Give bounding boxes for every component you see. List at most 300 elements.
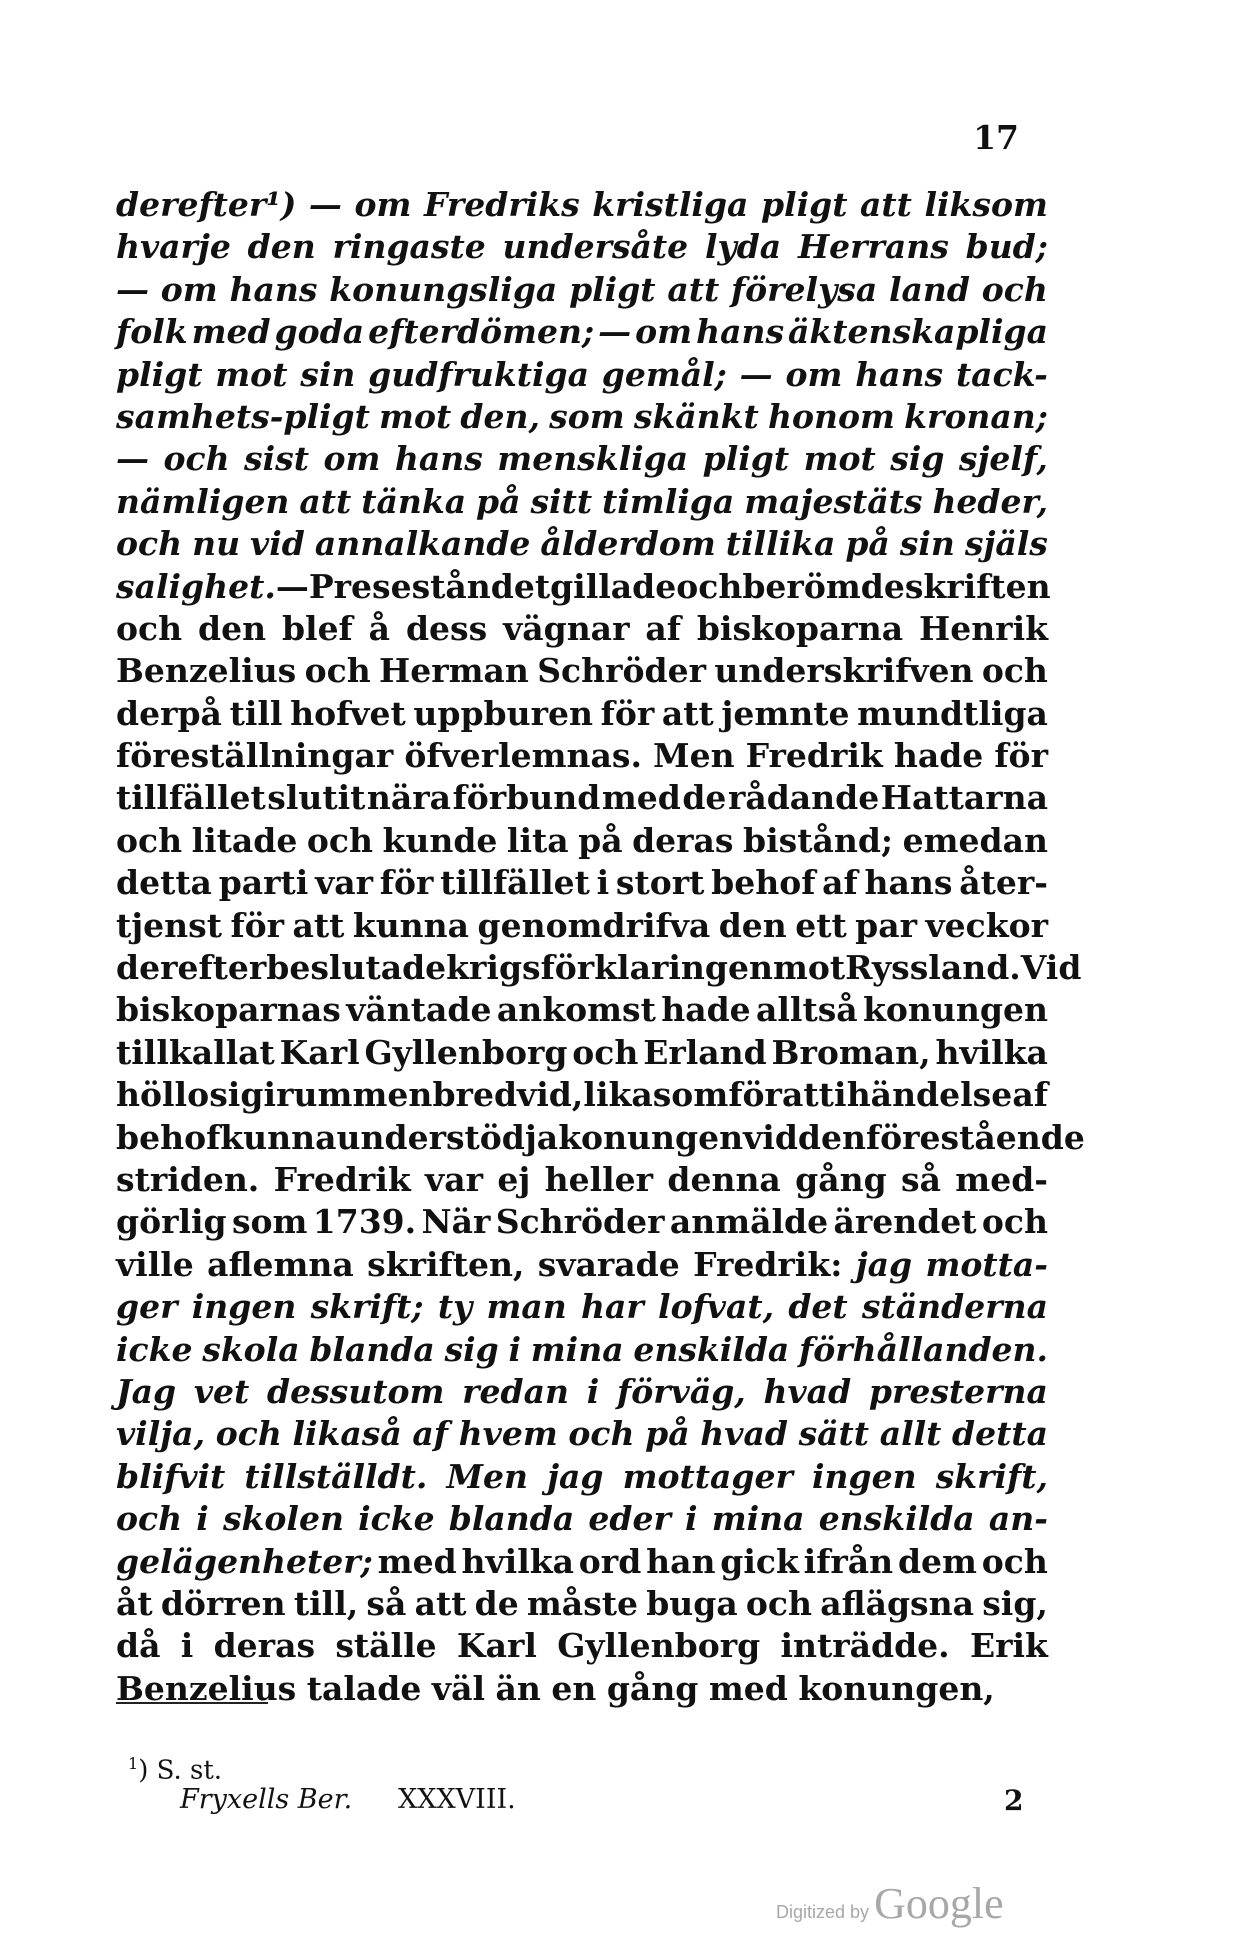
text-word: buga [646, 1583, 738, 1623]
text-word: nära [366, 778, 452, 818]
text-word: samhets-pligt [116, 396, 370, 436]
text-word: lyda [704, 227, 782, 267]
text-word: ett [795, 905, 847, 945]
text-word: Schröder [537, 651, 706, 691]
text-word: af [645, 608, 681, 648]
text-word: och [304, 651, 371, 691]
watermark-brand: Google [874, 1879, 1004, 1928]
text-word: i [684, 1499, 698, 1539]
text-word: litade [191, 820, 298, 860]
text-word: tack- [955, 354, 1048, 394]
text-word: sin [300, 354, 356, 394]
text-word: sist [244, 439, 309, 479]
text-word: Herman [379, 651, 529, 691]
text-word: tjenst [116, 905, 222, 945]
text-word: vet [193, 1371, 250, 1411]
text-word: af [822, 863, 858, 903]
text-word: inträdde. [780, 1626, 950, 1666]
text-word: dem [897, 1541, 977, 1581]
text-word: hvad [700, 1414, 788, 1454]
text-word: äktenskapliga [788, 312, 1048, 352]
footnote-marker: 1 [128, 1754, 139, 1773]
text-word: menskliga [497, 439, 689, 479]
text-word: ständerna [861, 1287, 1048, 1327]
text-word: anmälde [669, 1202, 829, 1242]
text-word: med [708, 1668, 788, 1708]
text-word: rådande [727, 778, 880, 818]
text-word: Benzelius [116, 651, 297, 691]
text-word: undersåte [502, 227, 689, 267]
text-word: ord [578, 1541, 642, 1581]
text-word: sitt [530, 481, 593, 521]
text-word: och [981, 651, 1048, 691]
text-word: Preseståndet [308, 566, 551, 606]
text-word: krigsförklaringen [446, 948, 773, 988]
text-word: biskoparnas [116, 990, 341, 1030]
text-word: lita [506, 820, 569, 860]
text-word: ville [116, 1244, 194, 1284]
text-word: enskilda [818, 1499, 975, 1539]
text-word: skriften [904, 566, 1051, 606]
text-word: behof [116, 1117, 221, 1157]
text-word: ringaste [332, 227, 486, 267]
text-word: icke [116, 1329, 193, 1369]
text-word: hvarje [116, 227, 231, 267]
text-word: tänka [361, 481, 467, 521]
text-word: gillade [550, 566, 677, 606]
text-word: måste [526, 1583, 639, 1623]
text-word: striden. [116, 1159, 260, 1199]
text-word: den [797, 1117, 866, 1157]
text-word: hvilka [935, 1032, 1048, 1072]
signature-volume: XXXVIII. [398, 1784, 516, 1815]
text-word: mot [379, 396, 452, 436]
text-word: kunna [220, 1117, 337, 1157]
text-word: de [682, 778, 727, 818]
text-line [116, 1583, 1048, 1625]
text-word: mina [711, 1499, 805, 1539]
text-word: an- [988, 1499, 1048, 1539]
text-word: tillställdt. [244, 1456, 428, 1496]
text-word: Gyllenborg [557, 1626, 761, 1666]
text-word: sig, [982, 1583, 1048, 1623]
text-word: sätt [798, 1414, 870, 1454]
text-word: åt [116, 1583, 153, 1623]
text-word: Jag [116, 1371, 177, 1411]
text-word: efterdömen; [368, 312, 595, 352]
text-word: görlig [116, 1202, 227, 1242]
text-word: tillika [725, 524, 836, 564]
text-word: hofvet [290, 693, 406, 733]
text-word: mot [772, 948, 846, 988]
text-word: hans [229, 269, 318, 309]
text-word: förelysa [730, 269, 878, 309]
text-line [116, 184, 1048, 226]
text-word: förbund [452, 778, 601, 818]
text-word: var [315, 863, 374, 903]
text-word: veckor [925, 905, 1048, 945]
text-word: med [601, 778, 681, 818]
text-word: blifvit [116, 1456, 226, 1496]
text-word: var [425, 1159, 483, 1199]
signature-sheet: 2 [1004, 1784, 1024, 1817]
text-word: och [572, 1032, 639, 1072]
text-word: allt [879, 1414, 942, 1454]
text-word: detta [116, 863, 212, 903]
text-word: förväg, [617, 1371, 746, 1411]
text-word: ankomst [496, 990, 656, 1030]
text-word: tillfället [116, 778, 266, 818]
text-word: den, [460, 396, 540, 436]
text-word: dessutom [267, 1371, 445, 1411]
text-word: Fredrik [745, 736, 883, 776]
text-line [116, 693, 1048, 735]
footnote-text: ) S. st. [138, 1755, 223, 1786]
text-line [116, 1371, 1048, 1413]
text-word: salighet. [116, 566, 276, 606]
text-word: hvilka [461, 1541, 574, 1581]
text-word: och [676, 566, 743, 606]
text-word: väntade [346, 990, 492, 1030]
body-text [116, 184, 1085, 1710]
text-line [116, 566, 1051, 608]
text-line [116, 1244, 1048, 1286]
text-word: genomdrifva [477, 905, 711, 945]
text-word: Herrans [797, 227, 949, 267]
text-word: att [782, 1075, 834, 1115]
text-word: af [1012, 1075, 1048, 1115]
text-word: med [377, 1541, 457, 1581]
text-word: Karl [279, 1032, 360, 1072]
text-word: beslutade [266, 948, 447, 988]
text-word: tillfället [440, 863, 590, 903]
text-line [116, 1625, 1048, 1667]
text-word: Ryssland. [845, 948, 1021, 988]
text-line [116, 269, 1048, 311]
text-word: med- [955, 1159, 1048, 1199]
signature-title: Fryxells Ber. [180, 1784, 353, 1815]
text-word: hade [661, 990, 751, 1030]
text-word: på [578, 820, 623, 860]
text-word: Erland [643, 1032, 767, 1072]
text-word: vägnar [503, 608, 630, 648]
text-word: och [116, 524, 183, 564]
text-word: nu [192, 524, 241, 564]
text-word: detta [952, 1414, 1048, 1454]
text-word: den [718, 905, 787, 945]
text-word: tillkallat [116, 1032, 275, 1072]
text-word: mot [215, 354, 288, 394]
text-word: kunde [382, 820, 498, 860]
text-word: pligt [116, 354, 203, 394]
text-word: 1739. [312, 1202, 417, 1242]
text-word: i [508, 1329, 522, 1369]
text-word: och [745, 1583, 813, 1623]
text-word: själs [964, 524, 1048, 564]
text-word: hvad [763, 1371, 852, 1411]
text-word: för [600, 693, 655, 733]
text-line [116, 608, 1048, 650]
text-word: det [788, 1287, 848, 1327]
text-word: att [299, 481, 352, 521]
text-word: bistånd; [743, 820, 894, 860]
text-word: understödja [336, 1117, 559, 1157]
text-word: folk [116, 312, 188, 352]
text-word: liksom [924, 185, 1048, 224]
text-word: gång [795, 1159, 887, 1199]
text-word: och [981, 269, 1048, 309]
text-word: i [263, 1075, 277, 1115]
text-word: Men [446, 1456, 528, 1496]
text-word: hans [696, 312, 785, 352]
text-line [116, 1117, 1085, 1159]
text-word: Fredriks [424, 185, 580, 224]
text-word: den [247, 227, 316, 267]
text-word: och [116, 820, 183, 860]
text-word: kristliga [592, 185, 749, 224]
text-word: enskilda [633, 1329, 790, 1369]
text-word: i [586, 1371, 600, 1411]
text-word: Karl [456, 1626, 537, 1666]
text-word: och [215, 1414, 282, 1454]
text-line [116, 1413, 1048, 1455]
text-line [116, 735, 1048, 777]
text-word: pligt [760, 185, 848, 224]
text-word: Fredrik: [693, 1244, 843, 1284]
text-line [116, 1498, 1048, 1540]
text-line [116, 481, 1048, 523]
text-word: ingen [191, 1287, 297, 1327]
text-word: rummen [276, 1075, 433, 1115]
text-line [116, 354, 1048, 396]
text-word: parti [218, 863, 309, 903]
text-word: Gyllenborg [364, 1032, 568, 1072]
text-word: af [412, 1414, 448, 1454]
text-word: skola [202, 1329, 300, 1369]
text-word: Erik [969, 1626, 1048, 1666]
text-line [116, 862, 1048, 904]
text-word: likasom [583, 1075, 729, 1115]
text-word: för [379, 863, 434, 903]
text-word: skriften, [367, 1244, 525, 1284]
text-word: ger [116, 1287, 178, 1327]
text-word: för [728, 1075, 782, 1115]
text-line [116, 226, 1048, 268]
text-word: Henrik [919, 608, 1048, 648]
text-line [116, 947, 1082, 989]
text-word: för [230, 905, 285, 945]
text-word: — [275, 566, 309, 606]
text-word: dörren [160, 1583, 286, 1623]
footnote-rule [116, 1702, 268, 1704]
text-word: skrift, [935, 1456, 1048, 1496]
text-word: heder, [932, 481, 1048, 521]
text-word: nämligen [116, 481, 290, 521]
text-word: ej [497, 1159, 531, 1199]
text-word: land [889, 269, 971, 309]
text-word: stort [615, 863, 705, 903]
text-word: ifrån [803, 1541, 894, 1581]
text-line [116, 777, 1048, 819]
text-word: Benzelius [116, 1668, 297, 1708]
text-line [116, 820, 1048, 862]
text-line [116, 438, 1048, 480]
text-word: till, [293, 1583, 359, 1623]
text-word: som [549, 396, 625, 436]
text-word: ålderdom [540, 524, 716, 564]
text-line [116, 650, 1048, 692]
page-number: 17 [973, 118, 1019, 157]
text-word: jemnte [721, 693, 850, 733]
text-word: kunna [352, 905, 470, 945]
text-word: derefter [116, 948, 267, 988]
text-line [116, 1541, 1048, 1583]
text-word: han [646, 1541, 716, 1581]
text-word: en [551, 1668, 597, 1708]
text-word: kronan; [904, 396, 1048, 436]
text-line [116, 1456, 1048, 1498]
text-word: jag [855, 1244, 913, 1284]
text-word: konungen, [798, 1668, 995, 1708]
text-word: lofvat, [658, 1287, 775, 1327]
text-word: och [116, 608, 183, 648]
text-word: — [739, 354, 773, 394]
text-word: redan [462, 1371, 569, 1411]
text-word: så [366, 1583, 407, 1623]
text-word: ärendet [833, 1202, 977, 1242]
text-word: goda [274, 312, 365, 352]
text-word: — [598, 312, 632, 352]
text-word: förhållanden. [799, 1329, 1048, 1369]
text-word: att [667, 269, 720, 309]
text-word: i [180, 1626, 194, 1666]
text-word: konungen [863, 990, 1048, 1030]
text-word: mottager [622, 1456, 793, 1496]
text-word: mina [530, 1329, 624, 1369]
text-word: sin [899, 524, 955, 564]
text-word: — [116, 439, 149, 479]
text-word: i [596, 863, 610, 903]
text-word: gång [606, 1668, 699, 1708]
text-line [116, 1032, 1048, 1074]
text-word: bredvid, [432, 1075, 584, 1115]
text-word: hans [855, 354, 944, 394]
text-word: emedan [902, 820, 1048, 860]
text-word: hvem [458, 1414, 558, 1454]
text-word: deras [213, 1626, 316, 1666]
text-word: gick [720, 1541, 799, 1581]
text-word: vilja, [116, 1414, 206, 1454]
text-word: att [860, 185, 912, 224]
text-word: denna [667, 1159, 781, 1199]
text-word: talade [306, 1668, 422, 1708]
text-line [116, 1201, 1048, 1243]
text-word: på [645, 1414, 690, 1454]
text-word: och [306, 820, 373, 860]
text-word: i [834, 1075, 847, 1115]
text-word: par [855, 905, 918, 945]
text-word: skrift; [310, 1287, 424, 1327]
text-word: behof [711, 863, 816, 903]
text-word: deras [632, 820, 734, 860]
text-line [116, 989, 1048, 1031]
text-word: och [116, 1499, 183, 1539]
text-word: att [292, 905, 345, 945]
text-word: Vid [1020, 948, 1082, 988]
text-word: timliga [602, 481, 735, 521]
text-word: derefter¹) [116, 185, 297, 224]
text-word: honom [767, 396, 895, 436]
text-word: sig [890, 439, 945, 479]
text-line [116, 1329, 1048, 1371]
text-word: och [568, 1414, 635, 1454]
text-line [116, 1286, 1048, 1328]
text-word: väl [431, 1668, 485, 1708]
text-word: för [994, 736, 1048, 776]
text-word: att [661, 693, 714, 733]
text-word: höllo [116, 1075, 210, 1115]
text-word: hans [394, 439, 483, 479]
text-word: att [414, 1583, 467, 1623]
text-word: om [354, 185, 412, 224]
text-word: pligt [702, 439, 790, 479]
text-word: likaså [292, 1414, 402, 1454]
text-word: annalkande [314, 524, 531, 564]
text-word: Hattarna [880, 778, 1048, 818]
text-word: sig [444, 1329, 499, 1369]
text-word: gemål; [601, 354, 727, 394]
text-word: mundtliga [857, 693, 1048, 733]
text-word: åter- [959, 863, 1048, 903]
text-line [116, 523, 1048, 565]
text-line [116, 396, 1048, 438]
text-word: och [163, 439, 230, 479]
text-word: om [785, 354, 843, 394]
text-word: händelse [846, 1075, 1013, 1115]
text-word: aflemna [207, 1244, 354, 1284]
text-word: slutit [267, 778, 366, 818]
text-word: biskoparna [696, 608, 904, 648]
text-word: När [421, 1202, 491, 1242]
text-word: underskrifven [714, 651, 974, 691]
text-word: berömde [742, 566, 905, 606]
text-word: gudfruktiga [368, 354, 589, 394]
text-word: på [476, 481, 521, 521]
text-word: derpå [116, 693, 222, 733]
text-word: hade [893, 736, 984, 776]
text-word: hans [864, 863, 953, 903]
text-word: konungen [558, 1117, 744, 1157]
text-word: konungsliga [329, 269, 558, 309]
footnote [128, 1754, 222, 1786]
text-word: jag [547, 1456, 604, 1496]
text-word: om [323, 439, 381, 479]
text-word: svarade [537, 1244, 680, 1284]
text-word: har [581, 1287, 644, 1327]
text-word: de [474, 1583, 519, 1623]
text-word: mot [803, 439, 876, 479]
text-word: blanda [448, 1499, 575, 1539]
text-word: då [116, 1626, 161, 1666]
text-word: motta- [925, 1244, 1048, 1284]
watermark-prefix: Digitized by [776, 1902, 870, 1922]
text-word: Schröder [495, 1202, 665, 1242]
digitized-watermark [776, 1878, 1004, 1929]
text-word: dess [405, 608, 488, 648]
text-word: presterna [868, 1371, 1048, 1411]
text-word: man [486, 1287, 567, 1327]
text-line [116, 905, 1048, 947]
